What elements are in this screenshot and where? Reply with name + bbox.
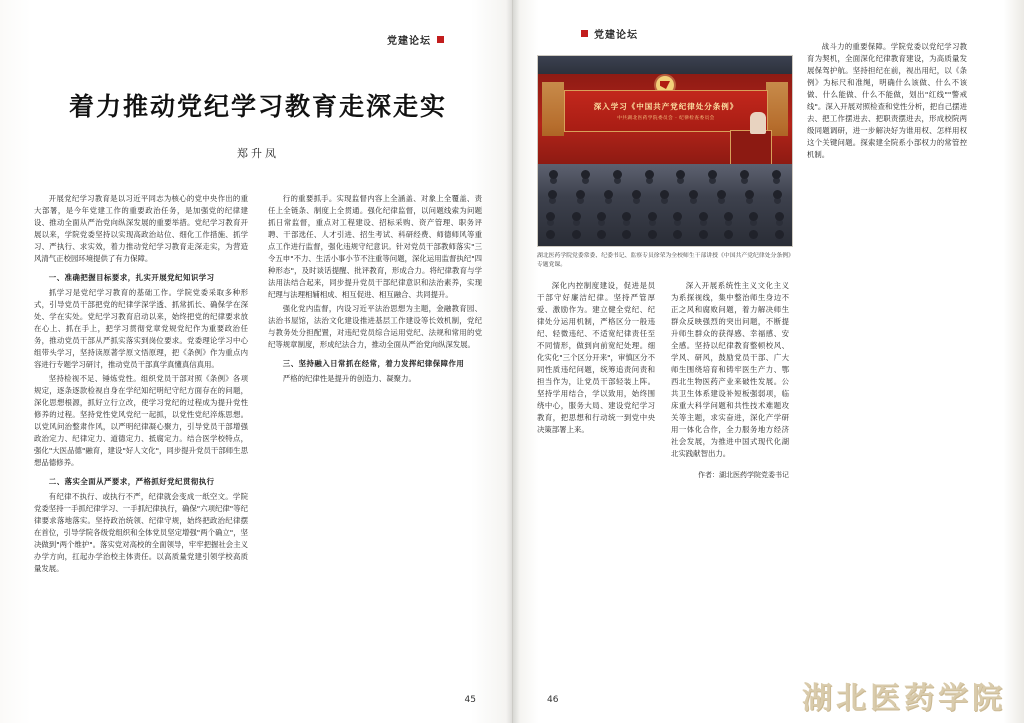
audience-head [708, 170, 717, 179]
audience-head [660, 190, 669, 199]
audience-head [572, 230, 581, 239]
audience-head [773, 190, 782, 199]
paragraph: 抓学习是党纪学习教育的基础工作。学院党委采取多种形式，引导党员干部把党的纪律学深学透、抓常抓长、确保学在深处、学在实处。党纪学习教育启动以来，始终把党的纪律要求放在心上、抓在手上，把学习贯彻党章党规党纪作为重要政治任务，推动党员干部从严抓实落实到岗位要求。党委理论学习中心组带头学习，坚持读原著学原文悟原理，把《条例》作为重点内容进行专题学习研讨，推动党员干部真学真懂真信真用。 [34, 287, 248, 369]
right-column-1-lower [537, 280, 655, 481]
paragraph: 行的重要抓手。实现监督内容上全涵盖、对象上全覆盖、责任上全链条、制度上全贯通。强化纪律监督，以问题线索为问题抓日常监督，重点对工程建设、招标采购、资产管理、职务评聘、干部选任、人才引进、招生考试、科研经费、师德师风等重点工作进行监督，强化违规守纪意识。针对党员干部教师落实"三令五申"不力、生活小事小节不注重等问题，深化运用监督执纪"四种形态"，及时谈话提醒、批评教育，形成合力。将纪律教育与学法用法结合起来，同步提升党员干部纪律意识和法治素养，实现纪理与法理相辅相成、相互促进、相互融合、共同提升。 [268, 194, 482, 299]
audience-head [749, 230, 758, 239]
audience-head [548, 190, 557, 199]
audience-head [749, 212, 758, 221]
audience-head [546, 212, 555, 221]
paragraph: 深化内控制度建设，促进是员干部守好廉洁纪律。坚持严管厚爱、激励作为。建立健全党纪、纪律处分运用机制，严格区分一般违纪、轻微违纪、不适宽纪律责任至不同情形，做到向前宽纪处理。细化实化"三个区分开来"，审慎区分不同性质违纪问题，统筹追责问责和担当作为，让党员干部轻装上阵。坚持学用结合，学以致用，始终围绕中心，服务大局、建设党纪学习教育，把思想和行动统一到党中央决策部署上来。 [537, 280, 655, 434]
audience-area [538, 164, 792, 246]
running-head-label: 党建论坛 [594, 30, 638, 41]
photo-side-panel-left [542, 82, 564, 136]
audience-head [673, 212, 682, 221]
running-head-label: 党建论坛 [387, 36, 431, 47]
right-page [512, 0, 1024, 723]
right-top-block [537, 41, 990, 481]
audience-head [645, 170, 654, 179]
paragraph: 深入开展系统性主义文化主义为系探视线，集中整治师生身边不正之风和腐败问题，着力解决师生群众反映强烈的突出问题，不断提升师生群众的获得感、幸福感、安全感。坚持以纪律教育整顿校风、学风、研风，鼓励党员干部、广大师生围绕培育和铸牢医生产力、鄂西北生物医药产业来破性发展。公共卫生体系建设补短板强弱项，临床重大科学问题和共性技术难题攻关等主题，求实奋进，深化产学研用一体化合作，全力服务地方经济社会发展，为推进中国式现代化湖北实践献智出力。 [671, 280, 789, 458]
photo-side-panel-right [766, 82, 788, 136]
audience-head [689, 190, 698, 199]
audience-head [648, 212, 657, 221]
audience-head [775, 230, 784, 239]
audience-head [775, 212, 784, 221]
audience-row [538, 230, 792, 239]
audience-head [648, 230, 657, 239]
figure-block [537, 55, 791, 481]
paragraph: 坚持检视不足、锤炼党性。组织党员干部对照《条例》各项规定，逐条逐款检视自身在学纪知纪明纪守纪方面存在的问题，深化思想根源，抓好立行立改，使学习党纪的过程成为提升党性修养的过程。坚持党性党风党纪一起抓，以党性党纪淬炼思想。以党风问治整肃作风，以严明纪律凝心聚力，引导党员干部增强政治定力、纪律定力、道德定力、抵腐定力。结合医学校特点，强化"大医品德"融育，建设"好人文化"，同步提升党员干部师生思想品德修养。 [34, 373, 248, 467]
paragraph: 战斗力的重要保障。学院党委以党纪学习教育为契机，全面深化纪律教育建设，为高质量发展保驾护航。坚持担纪在前，视出用纪，以《条例》为标尺和准绳，明确什么该做、什么不该做、什么能做、什么不能做，划出"红线""警戒线"。深入开展对照检查和党性分析，把自己摆进去、把工作摆进去、把职责摆进去，形成校院两级同题调研，进一步解决好为谁用权、怎样用权这个关键问题。探索建全院系小部权力的常管控机制。 [807, 42, 967, 159]
audience-head [724, 230, 733, 239]
audience-head [699, 230, 708, 239]
audience-head [622, 230, 631, 239]
paragraph: 开展党纪学习教育是以习近平同志为核心的党中央作出的重大部署，是今年党建工作的重要政治任务，是加强党的纪律建设、推动全面从严治党向纵深发展的重要举措。党纪学习教育开展以来，学院党委坚持以实现高政治站位、细化工作措施、抓学习、严执行、求实效，着力推动党纪学习教育走深走实，为营造风清气正校园环境提供了有力保障。 [34, 194, 248, 263]
section-heading: 三、坚持融入日常抓在经常，着力发挥纪律保障作用 [282, 358, 465, 368]
audience-row [538, 170, 792, 179]
audience-head [581, 170, 590, 179]
left-column-1 [34, 193, 248, 577]
paragraph: 强化党内监督，内设习近平法治思想为主题，金融教育园、法治书屋馆，法治文化建设推进基层工作建设等长效机制，党纪与教务处分担配置，对违纪党员综合运用党纪、法规和常用的党纪等规章制度，形成纪法合力，推动全面从严治党向纵深发展。 [268, 303, 482, 349]
audience-head [597, 212, 606, 221]
audience-head [622, 212, 631, 221]
audience-head [597, 230, 606, 239]
speaker-figure [750, 112, 766, 134]
right-column-2-lower [671, 280, 789, 481]
paragraph: 严格的纪律性是提升的创造力、凝聚力。 [282, 373, 416, 383]
stage-banner [564, 90, 768, 132]
red-square-icon [581, 30, 588, 37]
section-heading: 二、落实全面从严要求，严格抓好党纪贯彻执行 [48, 476, 215, 486]
audience-head [673, 230, 682, 239]
section-heading: 一、准确把握目标要求，扎实开展党纪知识学习 [48, 272, 215, 282]
audience-head [613, 170, 622, 179]
page-number-left: 45 [464, 695, 476, 705]
audience-head [604, 190, 613, 199]
figure-caption: 湖北医药学院党委常委、纪委书记、监察专员徐荣为全校师生干部讲授《中国共产党纪律处分条例》专题党课。 [537, 253, 791, 268]
audience-row [538, 190, 792, 199]
left-column-2 [268, 193, 482, 577]
page-number-right: 46 [547, 695, 559, 705]
audience-head [724, 212, 733, 221]
audience-head [572, 212, 581, 221]
banner-line-2: 中共湖北医药学院委员会 · 纪律检查委员会 [617, 116, 715, 121]
banner-line-1: 深入学习《中国共产党纪律处分条例》 [593, 102, 739, 111]
right-lower-columns [537, 280, 791, 481]
byline: 郑升凤 [237, 147, 279, 160]
audience-head [717, 190, 726, 199]
page-title: 着力推动党纪学习教育走深走实 [68, 92, 447, 121]
audience-head [576, 190, 585, 199]
audience-head [699, 212, 708, 221]
conference-photo [537, 55, 793, 247]
institution-watermark: 湖北医药学院 [802, 681, 1006, 716]
paragraph: 有纪律不执行、或执行不严，纪律就会变成一纸空文。学院党委坚持一手抓纪律学习、一手抓纪律执行，确保"六项纪律"等纪律要求落地落实。坚持政治统领、纪律守规，始终把政治纪律摆在首位，引导学院各级党组织和全体党员坚定增强"两个确立"，坚决做到"两个维护"。落实党对高校的全面领导，牢牢把握社会主义办学方向，扛起办学治校主体责任。以高质量党建引领学校高质量发展。 [34, 491, 248, 573]
audience-row [538, 212, 792, 221]
audience-head [740, 170, 749, 179]
left-running-head [34, 32, 482, 47]
audience-head [745, 190, 754, 199]
audience-head [772, 170, 781, 179]
podium [730, 130, 772, 166]
audience-head [546, 230, 555, 239]
right-column-top [807, 41, 967, 163]
author-signature: 作者：湖北医药学院党委书记 [698, 470, 789, 479]
right-running-head [537, 26, 990, 41]
audience-head [676, 170, 685, 179]
left-columns [34, 193, 482, 577]
red-square-icon [437, 36, 444, 43]
audience-head [632, 190, 641, 199]
audience-head [549, 170, 558, 179]
